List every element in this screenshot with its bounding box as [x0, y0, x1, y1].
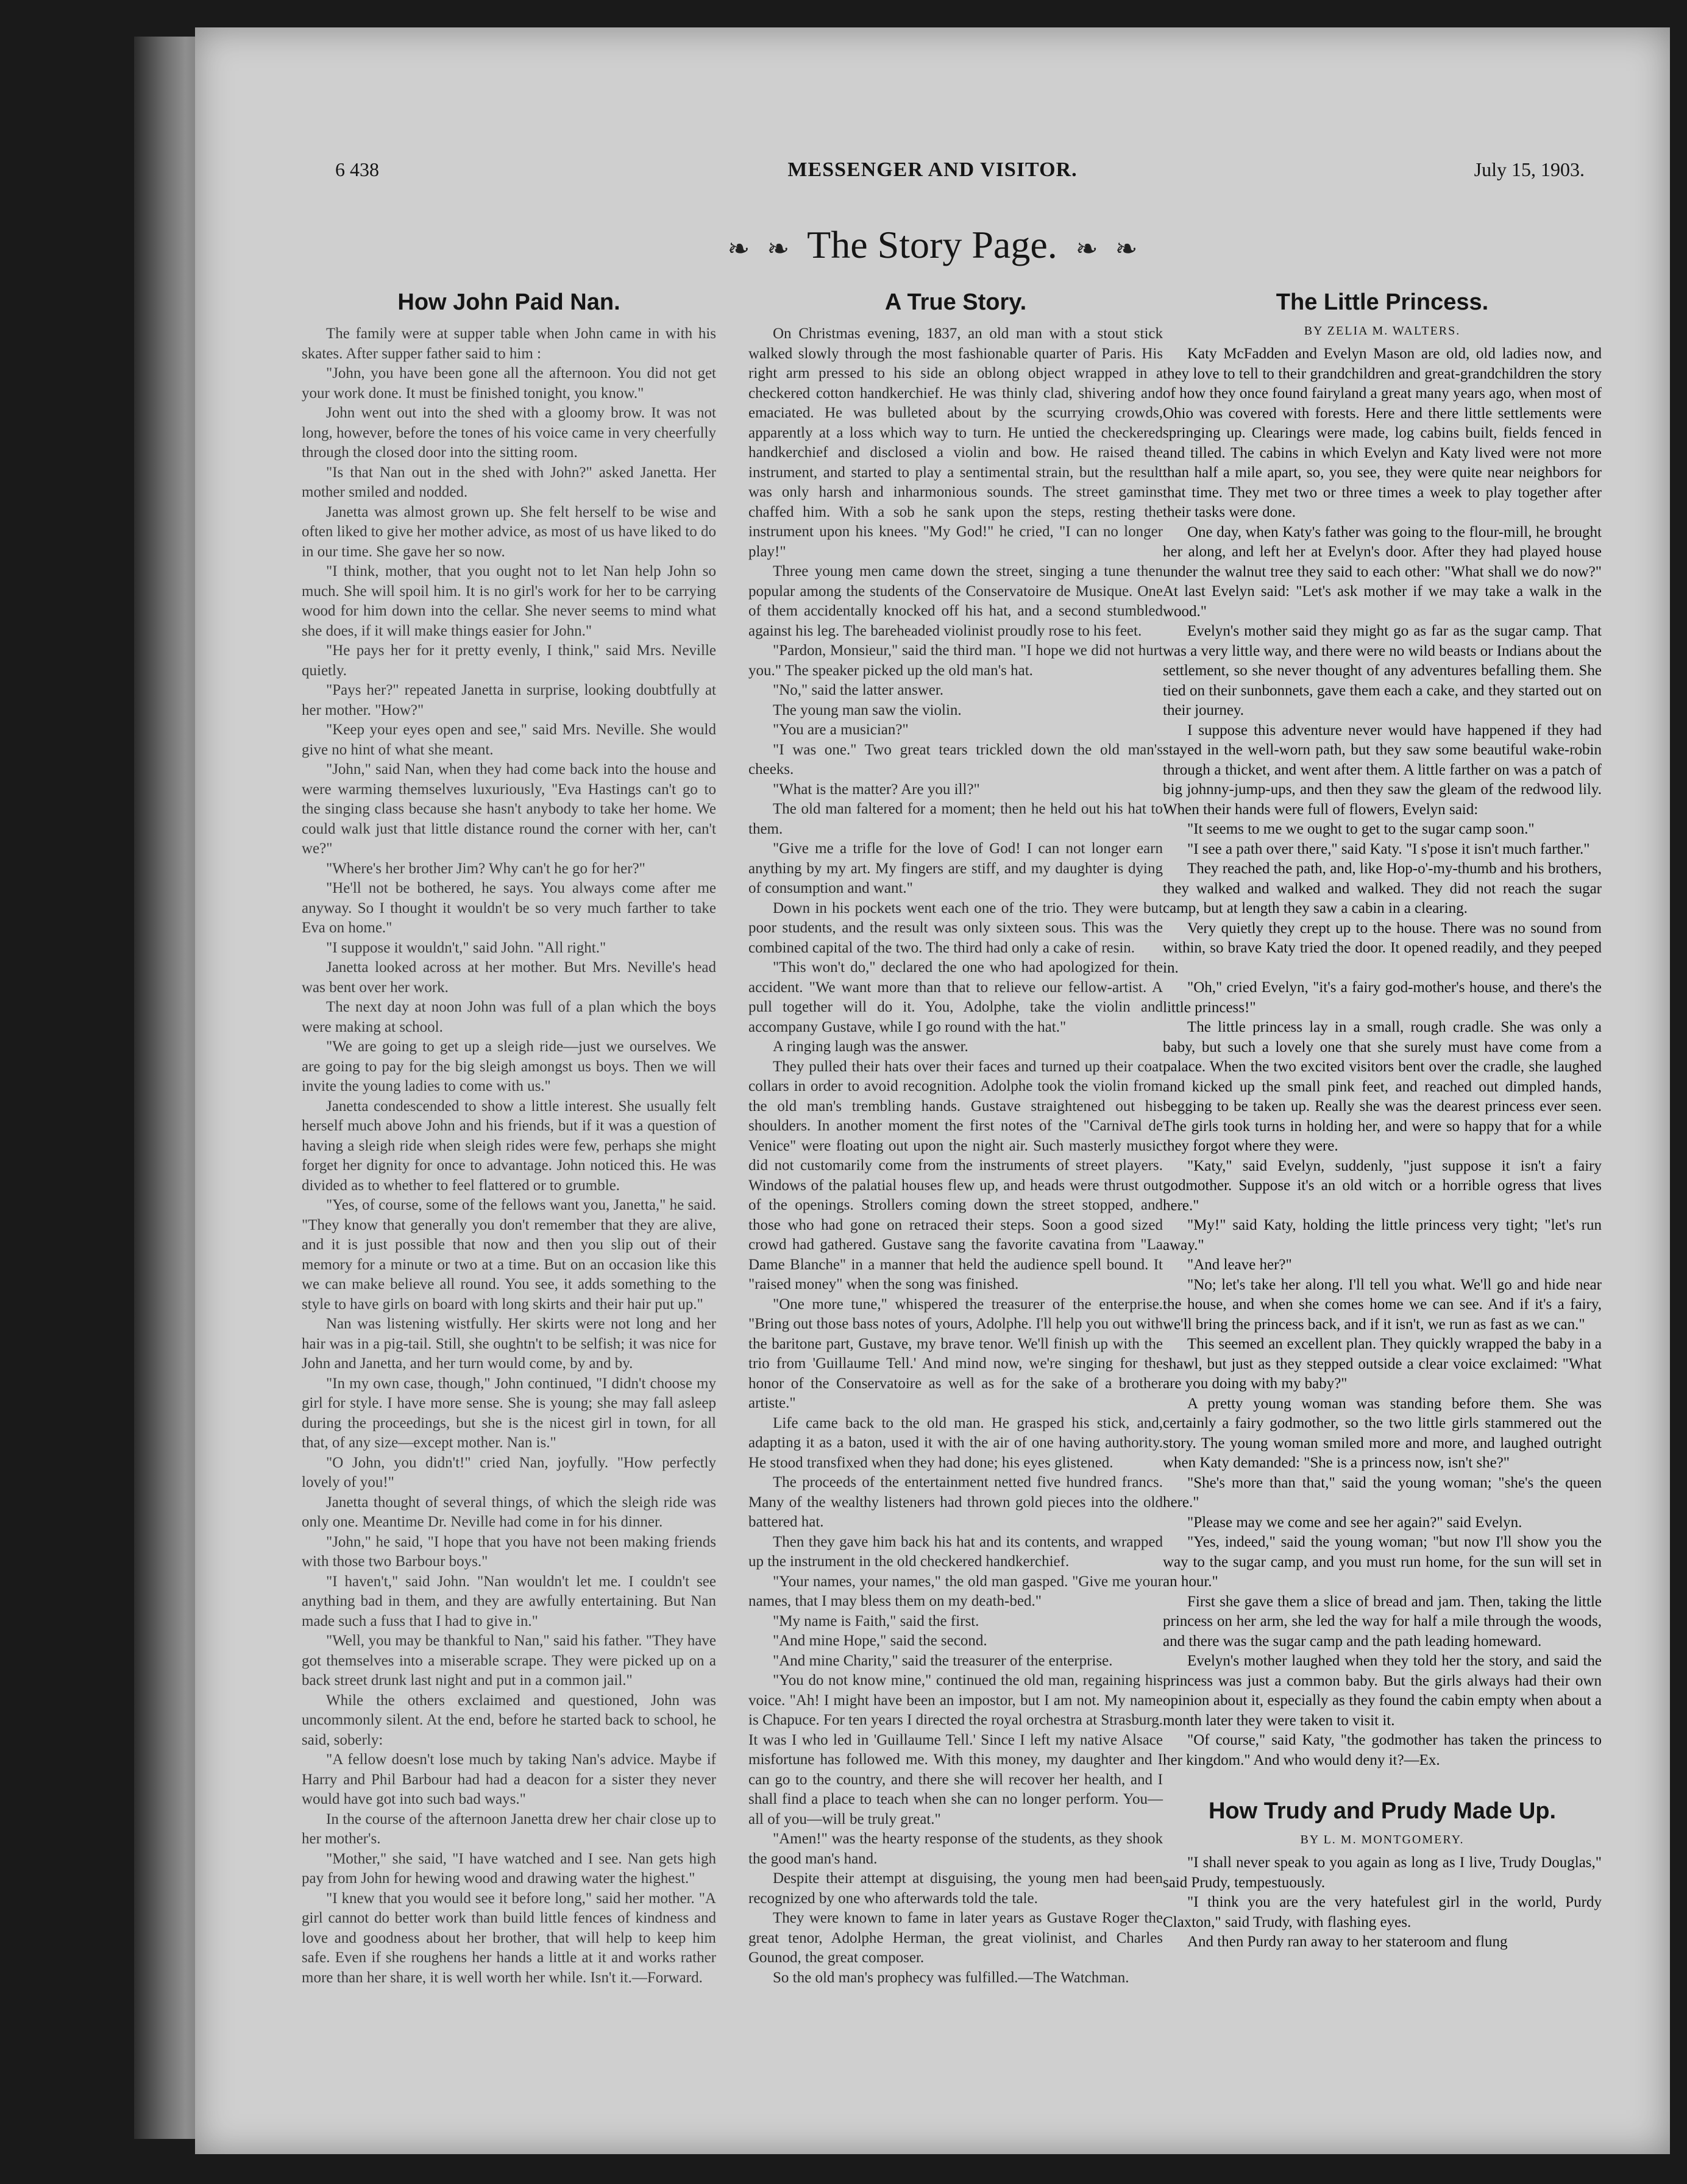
- paragraph: "Mother," she said, "I have watched and I see. Nan gets high pay from John for hewing wood and drawing water the highest.": [302, 1850, 716, 1887]
- story-title: How John Paid Nan.: [397, 289, 620, 315]
- paragraph: This seemed an excellent plan. They quickly wrapped the baby in a shawl, but just as they stepped outside a clear voice exclaimed: "What are you doing with my baby?": [1163, 1336, 1602, 1392]
- story-how-trudy-and-prudy-made-up: [1163, 1798, 1602, 1952]
- section-title: The Story Page.: [807, 223, 1057, 266]
- paragraph: And then Purdy ran away to her stateroom and flung: [1187, 1934, 1508, 1950]
- paragraph: "A fellow doesn't lose much by taking Nan's advice. Maybe if Harry and Phil Barbour had had a deacon for a sister they never would have got into such bad ways.": [302, 1751, 716, 1807]
- paragraph: "I suppose it wouldn't," said John. "All right.": [326, 939, 606, 956]
- paragraph: Janetta looked across at her mother. But Mrs. Neville's head was bent over her work.: [302, 959, 716, 996]
- paragraph: "And mine Charity," said the treasurer of the enterprise.: [773, 1652, 1113, 1669]
- paragraph: "Is that Nan out in the shed with John?" asked Janetta. Her mother smiled and nodded.: [302, 464, 716, 500]
- paragraph: "Katy," said Evelyn, suddenly, "just suppose it isn't a fairy godmother. Suppose it's an old witch or a horrible ogress that lives here.": [1163, 1157, 1602, 1214]
- paragraph: Evelyn's mother laughed when they told her the story, and said the princess was just a common baby. But the girls always had their own opinion about it, especially as they found the cabin empty when about a month later they were taken to visit it.: [1163, 1653, 1602, 1729]
- paragraph: "Well, you may be thankful to Nan," said his father. "They have got themselves into a miserable scrape. They were picked up on a back street drunk last night and put in a common jail.": [302, 1633, 716, 1689]
- paragraph: "You do not know mine," continued the old man, regaining his voice. "Ah! I might have been an impostor, but I am not. My name is Chapuce. For ten years I directed the royal orchestra at Strasburg. It was I who led in 'Guillaume Tell.' Since I left my native Alsace misfortune has followed me. With this money, my daughter and I can go to the country, and there she will recover her health, and I shall find a place to teach when she can no longer perform. You—all of you—will be truly great.": [748, 1672, 1163, 1828]
- paragraph: Evelyn's mother said they might go as far as the sugar camp. That was a very little way, and there were no wild beasts or Indians about the settlement, so she never thought of any adventures befalling them. She tied on their sunbonnets, gave them each a cake, and they started out on their journey.: [1163, 623, 1602, 718]
- paragraph: Despite their attempt at disguising, the young men had been recognized by one who afterwards told the tale.: [748, 1870, 1163, 1907]
- ornament-icon: ❧: [1075, 234, 1098, 264]
- paragraph: Nan was listening wistfully. Her skirts were not long and her hair was in a pig-tail. Still, she oughtn't to be selfish; it was nice for John and Janetta, and her turn would come, by and by.: [302, 1316, 716, 1372]
- paragraph: Down in his pockets went each one of the trio. They were but poor students, and the result was only sixteen sous. This was the combined capital of the two. The third had only a cake of resin.: [748, 899, 1163, 956]
- paragraph: "Where's her brother Jim? Why can't he go for her?": [326, 860, 645, 877]
- paragraph: Janetta thought of several things, of which the sleigh ride was only one. Meantime Dr. Neville had come in for his dinner.: [302, 1494, 716, 1530]
- paragraph: "He'll not be bothered, he says. You always come after me anyway. So I thought it wouldn't be so very much farther to take Eva on home.": [302, 880, 716, 936]
- paragraph: The little princess lay in a small, rough cradle. She was only a baby, but such a lovely one that she surely must have come from a palace. When the two excited visitors bent over the cradle, she laughed and kicked up the small pink feet, and reached out dimpled hands, begging to be taken up. Really she was the dearest princess ever seen. The girls took turns in holding her, and were so happy that for a while they forgot where they were.: [1163, 1019, 1602, 1154]
- story-body: [1163, 1853, 1602, 1952]
- paragraph: The old man faltered for a moment; then he held out his hat to them.: [748, 801, 1163, 837]
- paragraph: "You are a musician?": [773, 722, 909, 738]
- paragraph: "I shall never speak to you again as long as I live, Trudy Douglas," said Prudy, tempestuously.: [1163, 1854, 1602, 1891]
- paragraph: The family were at supper table when John came in with his skates. After supper father said to him :: [302, 325, 716, 362]
- story-the-little-princess: [1163, 289, 1602, 1770]
- story-byline: BY ZELIA M. WALTERS.: [1304, 324, 1461, 338]
- paragraph: "Of course," said Katy, "the godmother has taken the princess to her kingdom." And who would deny it?—Ex.: [1163, 1732, 1602, 1768]
- story-how-john-paid-nan: [302, 289, 716, 1988]
- ornament-icon: ❧: [767, 234, 790, 264]
- paragraph: So the old man's prophecy was fulfilled.—The Watchman.: [773, 1969, 1129, 1986]
- paragraph: They were known to fame in later years as Gustave Roger the great tenor, Adolphe Herman, the great violinist, and Charles Gounod, the great composer.: [748, 1910, 1163, 1966]
- story-title: A True Story.: [884, 289, 1027, 315]
- paragraph: "No," said the latter answer.: [773, 682, 944, 698]
- section-title-row: [195, 222, 1670, 268]
- ornament-icon: ❧: [1115, 234, 1138, 264]
- paragraph: "She's more than that," said the young woman; "she's the queen here.": [1163, 1474, 1602, 1511]
- paragraph: Janetta condescended to show a little interest. She usually felt herself much above John and his friends, but if it was a question of having a sleigh ride when sleigh rides were few, perhaps she might forget her dignity for once to advantage. John noticed this. He was divided as to whether to feel flattered or to grumble.: [302, 1097, 716, 1194]
- paragraph: "John, you have been gone all the afternoon. You did not get your work done. It must be finished tonight, you know.": [302, 365, 716, 402]
- paragraph: "No; let's take her along. I'll tell you what. We'll go and hide near the house, and when she comes home we can see. And if it's a fairy, we'll bring the princess back, and if it isn't, we run as fast as we can.": [1163, 1276, 1602, 1333]
- newspaper-page: [195, 27, 1670, 2154]
- story-title: The Little Princess.: [1276, 289, 1489, 315]
- paragraph: "I see a path over there," said Katy. "I s'pose it isn't much farther.": [1187, 840, 1590, 857]
- paragraph: "O John, you didn't!" cried Nan, joyfully. "How perfectly lovely of you!": [302, 1454, 716, 1491]
- paragraph: In the course of the afternoon Janetta drew her chair close up to her mother's.: [302, 1810, 716, 1847]
- paragraph: "He pays her for it pretty evenly, I think," said Mrs. Neville quietly.: [302, 642, 716, 679]
- paragraph: On Christmas evening, 1837, an old man with a stout stick walked slowly through the most fashionable quarter of Paris. His right arm pressed to his side an oblong object wrapped in a checkered cotton handkerchief. He was thinly clad, shivering and emaciated. He was bulleted about by the scurrying crowds, apparently at a loss which way to turn. He untied the checkered handkerchief and disclosed a violin and bow. He raised the instrument, and started to play a sentimental strain, but the result was only harsh and inharmonious sounds. The street gamins chaffed him. With a sob he sank upon the steps, resting the instrument upon his knees. "My God!" he cried, "I can no longer play!": [748, 325, 1163, 560]
- paragraph: "Keep your eyes open and see," said Mrs. Neville. She would give no hint of what she meant.: [302, 722, 716, 758]
- paragraph: The young man saw the violin.: [773, 701, 962, 718]
- paragraph: While the others exclaimed and questioned, John was uncommonly silent. At the end, before he started back to school, he said, soberly:: [302, 1692, 716, 1748]
- paragraph: A ringing laugh was the answer.: [773, 1038, 968, 1055]
- paragraph: Katy McFadden and Evelyn Mason are old, old ladies now, and they love to tell to their grandchildren and great-grandchildren the story of how they once found fairyland a great many years ago, when most of Ohio was covered with forests. Here and there little settlements were springing up. Clearings were made, log cabins built, fields fenced in and tilled. The cabins in which Evelyn and Katy lived were not more than half a mile apart, so, you see, they were quite near neighbors for that time. They met two or three times a week to play together after their tasks were done.: [1163, 346, 1602, 520]
- paragraph: "Yes, of course, some of the fellows want you, Janetta," he said. "They know that generally you don't remember that they are alive, and it is just possible that now and then you slip out of their memory for a minute or two at a time. But on an occasion like this we can make believe all round. You see, it adds something to the style to have girls on board with long skirts and their hair put up.": [302, 1197, 716, 1313]
- paragraph: I suppose this adventure never would have happened if they had stayed in the well-worn path, but they saw some beautiful wake-robin through a thicket, and went after them. A little farther on was a patch of big johnny-jump-ups, and then they saw the gleam of the redwood lily. When their hands were full of flowers, Evelyn said:: [1163, 722, 1602, 818]
- paragraph: "John," he said, "I hope that you have not been making friends with those two Barbour boys.": [302, 1533, 716, 1570]
- story-body: [302, 324, 716, 1988]
- paragraph: "We are going to get up a sleigh ride—just we ourselves. We are going to pay for the big sleigh amongst us boys. Then we will invite the young ladies to come with us.": [302, 1038, 716, 1094]
- paragraph: "And leave her?": [1187, 1257, 1292, 1273]
- paragraph: Janetta was almost grown up. She felt herself to be wise and often liked to give her mother advice, as most of us have liked to do in our time. She gave her so now.: [302, 503, 716, 560]
- paragraph: "My!" said Katy, holding the little princess very tight; "let's run away.": [1163, 1217, 1602, 1253]
- paragraph: "In my own case, though," John continued, "I didn't choose my girl for style. I have more sense. She is young; she may fall asleep during the proceedings, but she is the nicest girl in town, for all that, of any size—except mother. Nan is.": [302, 1375, 716, 1451]
- paragraph: "Yes, indeed," said the young woman; "but now I'll show you the way to the sugar camp, and you must run home, for the sun will set in an hour.": [1163, 1534, 1602, 1590]
- paragraph: "It seems to me we ought to get to the sugar camp soon.": [1187, 821, 1535, 837]
- paragraph: They pulled their hats over their faces and turned up their coat collars in order to avoid recognition. Adolphe took the violin from the old man's trembling hands. Gustave straightened out his shoulders. In another moment the first notes of the "Carnival de Venice" were floating out upon the night air. Such masterly music did not customarily come from the instruments of street players. Windows of the palatial houses flew up, and heads were thrust out of the openings. Strollers coming down the street stopped, and those who had gone on retraced their steps. Soon a good sized crowd had gathered. Gustave sang the favorite cavatina from "La Dame Blanche" in a manner that held the audience spell bound. It "raised money" when the song was finished.: [748, 1058, 1163, 1292]
- paragraph: "Amen!" was the hearty response of the students, as they shook the good man's hand.: [748, 1831, 1163, 1867]
- paragraph: "Your names, your names," the old man gasped. "Give me your names, that I may bless them on my death-bed.": [748, 1573, 1163, 1609]
- story-body: [748, 324, 1163, 1988]
- paragraph: "I knew that you would see it before long," said her mother. "A girl cannot do better work than build little fences of kindness and love and goodness about her brother, that will help to keep him safe. Even if she roughens her hands a little at it and works rather more than her share, it is well worth her while. Isn't it.—Forward.: [302, 1890, 716, 1986]
- column-middle: [748, 289, 1163, 1988]
- paragraph: "Pays her?" repeated Janetta in surprise, looking doubtfully at her mother. "How?": [302, 682, 716, 718]
- paragraph: The next day at noon John was full of a plan which the boys were making at school.: [302, 999, 716, 1035]
- paragraph: "I haven't," said John. "Nan wouldn't let me. I couldn't see anything bad in them, and they are awfully entertaining. But Nan made such a fuss that I had to give in.": [302, 1573, 716, 1629]
- paragraph: "One more tune," whispered the treasurer of the enterprise. "Bring out those bass notes of yours, Adolphe. I'll help you out with the baritone part, Gustave, my brave tenor. We'll finish up with the trio from 'Guillaume Tell.' And mind now, we're singing for the honor of the Conservatoire as well as for the sake of a brother artiste.": [748, 1296, 1163, 1411]
- paragraph: "John," said Nan, when they had come back into the house and were warming themselves luxuriously, "Eva Hastings can't go to the singing class because she hasn't anybody to take her home. We could walk just that little distance round the corner with her, can't we?": [302, 761, 716, 857]
- paragraph: Three young men came down the street, singing a tune then popular among the students of the Conservatoire de Musique. One of them accidentally knocked off his hat, and a second stumbled against his leg. The bareheaded violinist proudly rose to his feet.: [748, 563, 1163, 639]
- paragraph: Then they gave him back his hat and its contents, and wrapped up the instrument in the old checkered handkerchief.: [748, 1533, 1163, 1570]
- publication-name: MESSENGER AND VISITOR.: [787, 158, 1078, 181]
- story-title: How Trudy and Prudy Made Up.: [1208, 1798, 1557, 1824]
- paragraph: First she gave them a slice of bread and jam. Then, taking the little princess on her arm, she led the way for half a mile through the woods, and there was the sugar camp and the path leading homeward.: [1163, 1593, 1602, 1650]
- issue-date: July 15, 1903.: [1474, 158, 1585, 180]
- ornament-icon: ❧: [727, 234, 750, 264]
- paragraph: "And mine Hope," said the second.: [773, 1633, 987, 1649]
- story-byline: BY L. M. MONTGOMERY.: [1300, 1833, 1465, 1846]
- paragraph: "I was one." Two great tears trickled down the old man's cheeks.: [748, 741, 1163, 778]
- paragraph: "I think, mother, that you ought not to let Nan help John so much. She will spoil him. It is no girl's work for her to be carrying wood for him down into the cellar. She never seems to mind what she does, if it will make things easier for John.": [302, 563, 716, 639]
- paragraph: "What is the matter? Are you ill?": [773, 781, 980, 798]
- paragraph: Life came back to the old man. He grasped his stick, and, adapting it as a baton, used it with the air of one having authority. He stood transfixed when they had done; his eyes glistened.: [748, 1414, 1163, 1471]
- paragraph: "Oh," cried Evelyn, "it's a fairy god-mother's house, and there's the little princess!": [1163, 979, 1602, 1016]
- story-body: [1163, 344, 1602, 1770]
- column-right: [1163, 289, 1602, 1952]
- paragraph: A pretty young woman was standing before them. She was certainly a fairy godmother, so the two little girls stammered out the story. The young woman smiled more and more, and laughed outright when Katy demanded: "She is a princess now, isn't she?": [1163, 1395, 1602, 1471]
- paragraph: "Please may we come and see her again?" said Evelyn.: [1187, 1514, 1522, 1531]
- paragraph: Very quietly they crept up to the house. There was no sound from within, so brave Katy tried the door. It opened readily, and they peeped in.: [1163, 920, 1602, 976]
- paragraph: "I think you are the very hatefulest girl in the world, Purdy Claxton," said Trudy, with flashing eyes.: [1163, 1894, 1602, 1930]
- paragraph: "My name is Faith," said the first.: [773, 1612, 979, 1629]
- story-a-true-story: [748, 289, 1163, 1988]
- paragraph: One day, when Katy's father was going to the flour-mill, he brought her along, and left her at Evelyn's door. After they had played house under the walnut tree they said to each other: "What shall we do now?" At last Evelyn said: "Let's ask mother if we may take a walk in the wood.": [1163, 523, 1602, 620]
- page-number: 6 438: [335, 158, 379, 180]
- paragraph: "Pardon, Monsieur," said the third man. "I hope we did not hurt you." The speaker picked up the old man's hat.: [748, 642, 1163, 679]
- paragraph: John went out into the shed with a gloomy brow. It was not long, however, before the tones of his voice came in very cheerfully through the closed door into the sitting room.: [302, 405, 716, 461]
- paragraph: The proceeds of the entertainment netted five hundred francs. Many of the wealthy listeners had thrown gold pieces into the old battered hat.: [748, 1474, 1163, 1530]
- paragraph: "This won't do," declared the one who had apologized for the accident. "We want more than that to relieve our fellow-artist. A pull together will do it. You, Adolphe, take the violin and accompany Gustave, while I go round with the hat.": [748, 959, 1163, 1035]
- paragraph: "Give me a trifle for the love of God! I can not longer earn anything by my art. My fingers are stiff, and my daughter is dying of consumption and want.": [748, 840, 1163, 896]
- column-left: [302, 289, 716, 1988]
- paragraph: They reached the path, and, like Hop-o'-my-thumb and his brothers, they walked and walked and walked. They did not reach the sugar camp, but at length they saw a cabin in a clearing.: [1163, 860, 1602, 916]
